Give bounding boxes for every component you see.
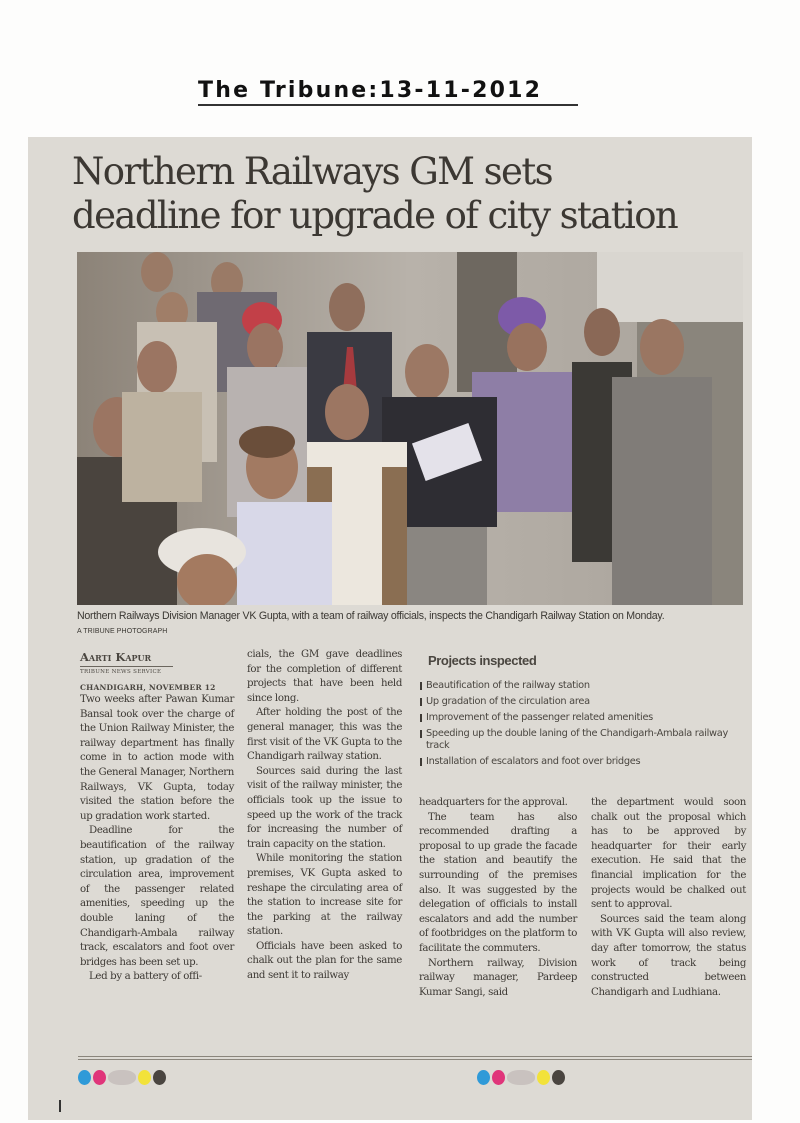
article-headline (72, 150, 742, 238)
article-column-2 (247, 648, 402, 984)
byline-underline (80, 666, 173, 667)
paragraph: Northern railway, Division railway manager, Pardeep Kumar Sangi, said (419, 957, 577, 998)
projects-box-title: Projects inspected (428, 653, 537, 668)
bottom-rule (78, 1059, 752, 1060)
dateline: CHANDIGARH, NOVEMBER 12 (80, 683, 216, 692)
paragraph: The team has also recommended drafting a proposal to up grade the facade the station and beautify the surrounding of the premises also. It was suggested by the delegation of officials to install escalators and add the number of footbridges on the platform to facilitate the commuters. (419, 811, 577, 954)
registration-marks-left (78, 1070, 166, 1085)
registration-marks-right (477, 1070, 565, 1085)
registration-dot-cyan (477, 1070, 490, 1085)
paragraph: Sources said the team along with VK Gupta will also review, day after tomorrow, the status work of track being constructed between Chandigarh and Ludhiana. (591, 913, 746, 998)
paragraph: the department would soon chalk out the proposal which has to be approved by headquarter for their early execution. He said that the financial implication for the projects would be chalked out sent to approval. (591, 797, 746, 911)
registration-dot-black (552, 1070, 565, 1085)
paragraph: Officials have been asked to chalk out the plan for the same and sent it to railway (247, 940, 402, 982)
paragraph: Deadline for the beautification of the railway station, up gradation of the circulation area, improvement of the passenger related amenities, speeding up the double laning of the Chandigarh-Ambala railway track, escalators and foot over bridges has been set up. (80, 825, 234, 968)
project-item: Installation of escalators and foot over bridges (420, 754, 740, 770)
paragraph: Led by a battery of offi- (89, 971, 202, 983)
projects-list (420, 678, 740, 770)
project-item: Beautification of the railway station (420, 678, 740, 694)
byline-author: Aarti Kapur (80, 650, 152, 664)
paragraph: cials, the GM gave deadlines for the completion of different projects that have been held since long. (247, 649, 402, 704)
registration-dot-black (153, 1070, 166, 1085)
page-marker (59, 1100, 61, 1112)
masthead-underline (198, 104, 578, 106)
bottom-rule (78, 1056, 752, 1057)
photo-caption: Northern Railways Division Manager VK Gupta, with a team of railway officials, inspects the Chandigarh Railway Station on Monday. (77, 610, 665, 622)
paragraph: headquarters for the approval. (419, 797, 568, 808)
registration-dot-cyan (78, 1070, 91, 1085)
project-item: Up gradation of the circulation area (420, 694, 740, 710)
registration-dot-magenta (492, 1070, 505, 1085)
article-column-3 (419, 796, 577, 1000)
registration-dot-magenta (93, 1070, 106, 1085)
news-photo (77, 252, 743, 605)
registration-dot-grey (507, 1070, 535, 1085)
headline-line-2: deadline for upgrade of city station (72, 194, 678, 237)
paragraph: Two weeks after Pawan Kumar Bansal took over the charge of the Union Railway Minister, the railway department has finally come in to action mode with the General Manager, Northern Railways, VK Gupta, today visited the station before the up gradation work started. (80, 694, 234, 822)
headline-line-1: Northern Railways GM sets (72, 150, 552, 193)
registration-dot-grey (108, 1070, 136, 1085)
masthead-title: The Tribune:13-11-2012 (198, 78, 543, 103)
project-item: Speeding up the double laning of the Chandigarh-Ambala railway track (420, 726, 740, 754)
paragraph: After holding the post of the general manager, this was the first visit of the VK Gupta to the Chandigarh railway station. (247, 707, 402, 763)
article-column-1 (80, 693, 234, 985)
registration-dot-yellow (138, 1070, 151, 1085)
photo-credit: A TRIBUNE PHOTOGRAPH (77, 628, 168, 635)
photo-illustration (77, 252, 743, 605)
paragraph: Sources said during the last visit of the railway minister, the officials took up the issue to speed up the work of the track for increasing the number of train capacity on the station. (247, 765, 402, 850)
byline-service: TRIBUNE NEWS SERVICE (80, 669, 162, 675)
article-column-4 (591, 796, 746, 1000)
paragraph: While monitoring the station premises, VK Gupta asked to reshape the circulating area of the station to increase site for the parking at the railway station. (247, 853, 402, 938)
registration-dot-yellow (537, 1070, 550, 1085)
project-item: Improvement of the passenger related amenities (420, 710, 740, 726)
